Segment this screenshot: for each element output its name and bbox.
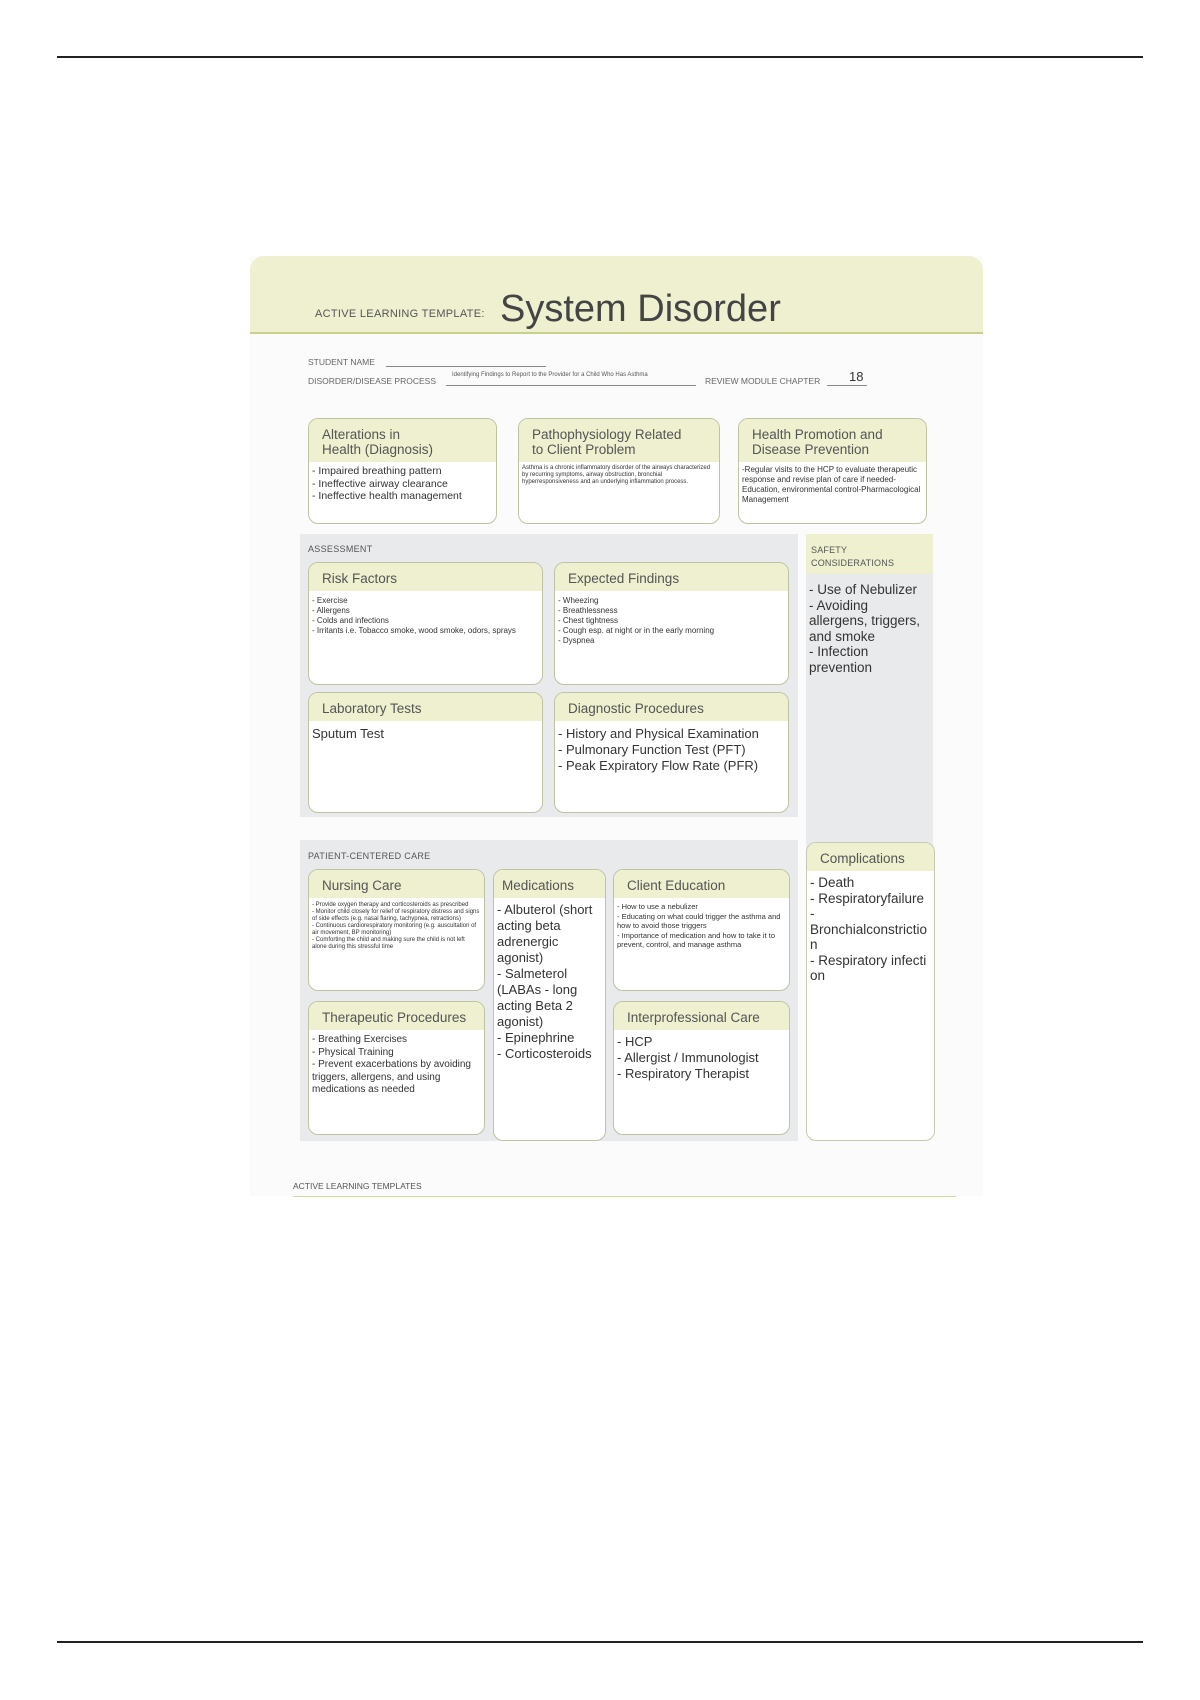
page-top-rule	[57, 56, 1143, 58]
page-title: System Disorder	[500, 288, 781, 330]
health-promotion-title: Health Promotion and Disease Prevention	[739, 419, 926, 462]
pathophysiology-body: Asthma is a chronic inflammatory disorder of the airways characterized by recurring symptoms, airway obstruction, bronchial hyperresponsiveness and an underlying inflammation process.	[522, 465, 711, 485]
laboratory-tests-body: Sputum Test	[312, 726, 385, 741]
review-module-value: 18	[849, 369, 864, 384]
therapeutic-procedures-box	[308, 1001, 485, 1135]
alterations-body: - Impaired breathing pattern - Ineffective airway clearance - Ineffective health management	[312, 465, 462, 502]
risk-factors-body: - Exercise - Allergens - Colds and infections - Irritants i.e. Tobacco smoke, wood smoke, odors, sprays	[312, 596, 516, 635]
client-education-title: Client Education	[614, 870, 789, 898]
student-name-label: STUDENT NAME	[308, 357, 375, 367]
interprofessional-care-body: - HCP - Allergist / Immunologist - Respiratory Therapist	[617, 1034, 759, 1081]
pathophysiology-title: Pathophysiology Related to Client Problem	[519, 419, 719, 462]
therapeutic-procedures-title: Therapeutic Procedures	[309, 1002, 484, 1030]
template-header	[250, 256, 983, 334]
diagnostic-procedures-title: Diagnostic Procedures	[555, 693, 788, 721]
disorder-value: Identifying Findings to Report to the Provider for a Child Who Has Asthma	[452, 372, 648, 378]
risk-factors-title: Risk Factors	[309, 563, 542, 591]
student-name-field[interactable]	[386, 366, 546, 367]
client-education-body: - How to use a nebulizer - Educating on what could trigger the asthma and how to avoid those triggers - Importance of medication and how to take it to prevent, control, and manage asthma	[617, 902, 781, 949]
page-bottom-rule	[57, 1641, 1143, 1643]
medications-box	[493, 869, 606, 1141]
disorder-label: DISORDER/DISEASE PROCESS	[308, 376, 437, 386]
interprofessional-care-title: Interprofessional Care	[614, 1002, 789, 1030]
diagnostic-procedures-box	[554, 692, 789, 813]
complications-box	[806, 842, 935, 1141]
safety-body: - Use of Nebulizer - Avoiding allergens, triggers, and smoke - Infection prevention	[809, 582, 921, 675]
nursing-care-box	[308, 869, 485, 991]
alterations-title: Alterations in Health (Diagnosis)	[309, 419, 496, 462]
laboratory-tests-box	[308, 692, 543, 813]
review-module-label: REVIEW MODULE CHAPTER	[705, 376, 821, 386]
nursing-care-title: Nursing Care	[309, 870, 484, 898]
active-learning-template	[250, 256, 983, 1196]
health-promotion-box	[738, 418, 927, 524]
assessment-label: ASSESSMENT	[308, 544, 373, 554]
complications-title: Complications	[807, 843, 934, 871]
expected-findings-body: - Wheezing - Breathlessness - Chest tightness - Cough esp. at night or in the early morning - Dyspnea	[558, 596, 715, 645]
footer-label: ACTIVE LEARNING TEMPLATES	[293, 1181, 422, 1191]
interprofessional-care-box	[613, 1001, 790, 1135]
client-education-box	[613, 869, 790, 991]
health-promotion-body: -Regular visits to the HCP to evaluate therapeutic response and revise plan of care if needed-Education, environmental control-Pharmacological Management	[742, 465, 921, 504]
therapeutic-procedures-body: - Breathing Exercises - Physical Training - Prevent exacerbations by avoiding triggers, allergens, and using medications as needed	[312, 1034, 471, 1095]
nursing-care-body: - Provide oxygen therapy and corticosteroids as prescribed - Monitor child closely for relief of respiratory distress and signs of side effects (e.g. nasal flaring, tachypnea, retractions) - Continuous cardiorespiratory monitoring (e.g. auscultation of air movement, BP monitoring) - Comforting the child and making sure the child is not left alone during this stressful time	[312, 902, 480, 950]
risk-factors-box	[308, 562, 543, 685]
footer-rule	[293, 1196, 956, 1197]
expected-findings-title: Expected Findings	[555, 563, 788, 591]
medications-body: - Albuterol (short acting beta adrenergic agonist) - Salmeterol (LABAs - long acting Beta 2 agonist) - Epinephrine - Corticosteroids	[497, 902, 593, 1061]
diagnostic-procedures-body: - History and Physical Examination - Pulmonary Function Test (PFT) - Peak Expiratory Flow Rate (PFR)	[558, 726, 759, 773]
pathophysiology-box	[518, 418, 720, 524]
disorder-field[interactable]	[446, 385, 696, 386]
medications-title: Medications	[494, 870, 605, 898]
laboratory-tests-title: Laboratory Tests	[309, 693, 542, 721]
expected-findings-box	[554, 562, 789, 685]
alterations-box	[308, 418, 497, 524]
patient-centered-care-label: PATIENT-CENTERED CARE	[308, 851, 431, 861]
complications-body: - Death - Respiratoryfailure - Bronchialconstriction - Respiratory infection	[810, 875, 928, 983]
review-module-field[interactable]	[827, 385, 867, 386]
safety-title: SAFETY CONSIDERATIONS	[806, 534, 933, 574]
header-label: ACTIVE LEARNING TEMPLATE:	[315, 308, 485, 320]
